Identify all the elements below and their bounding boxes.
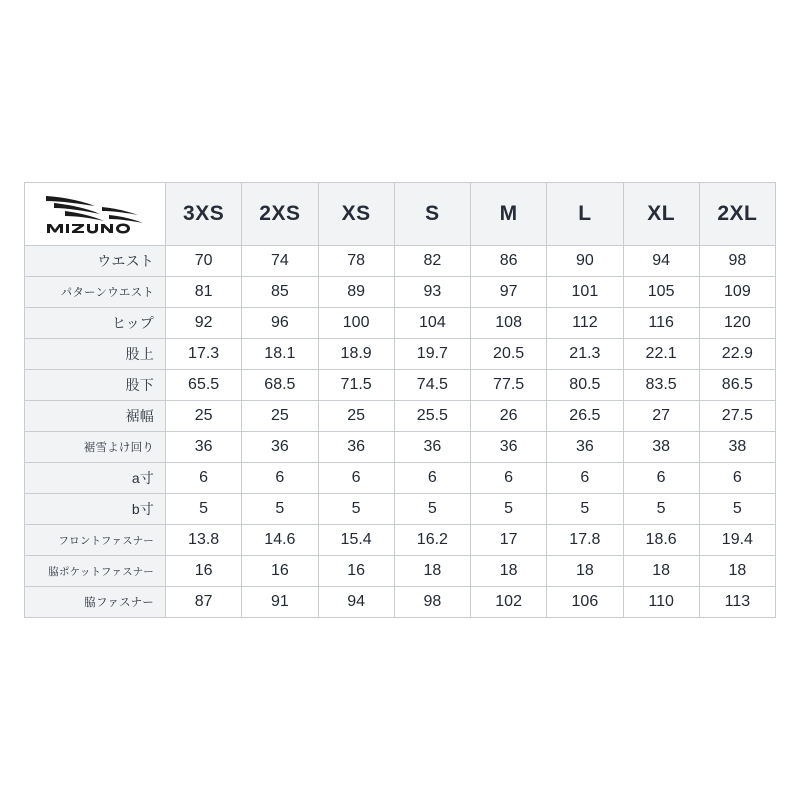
table-cell: 105: [623, 277, 699, 308]
row-label: b寸: [25, 494, 166, 525]
table-cell: 89: [318, 277, 394, 308]
table-cell: 86: [471, 246, 547, 277]
table-cell: 98: [699, 246, 775, 277]
table-cell: 6: [318, 463, 394, 494]
table-cell: 113: [699, 587, 775, 618]
table-cell: 109: [699, 277, 775, 308]
table-cell: 17.8: [547, 525, 623, 556]
table-cell: 93: [394, 277, 470, 308]
table-cell: 17.3: [166, 339, 242, 370]
table-cell: 90: [547, 246, 623, 277]
table-row: [25, 556, 776, 587]
table-cell: 91: [242, 587, 318, 618]
table-cell: 16.2: [394, 525, 470, 556]
row-label: 脇ポケットファスナー: [25, 556, 166, 587]
table-cell: 120: [699, 308, 775, 339]
column-header-s: S: [394, 183, 470, 246]
table-cell: 74.5: [394, 370, 470, 401]
table-cell: 78: [318, 246, 394, 277]
table-cell: 101: [547, 277, 623, 308]
table-cell: 36: [394, 432, 470, 463]
row-label: パターンウエスト: [25, 277, 166, 308]
table-cell: 22.9: [699, 339, 775, 370]
table-cell: 94: [623, 246, 699, 277]
table-header: [25, 183, 776, 246]
table-row: [25, 494, 776, 525]
table-cell: 27: [623, 401, 699, 432]
row-label: 裾雪よけ回り: [25, 432, 166, 463]
table-cell: 26.5: [547, 401, 623, 432]
table-cell: 112: [547, 308, 623, 339]
table-cell: 5: [394, 494, 470, 525]
table-cell: 108: [471, 308, 547, 339]
table-cell: 36: [318, 432, 394, 463]
table-row: [25, 525, 776, 556]
table-cell: 5: [547, 494, 623, 525]
table-cell: 85: [242, 277, 318, 308]
table-cell: 5: [623, 494, 699, 525]
row-label: 股下: [25, 370, 166, 401]
table-cell: 16: [166, 556, 242, 587]
table-cell: 25: [166, 401, 242, 432]
table-cell: 6: [699, 463, 775, 494]
table-row: [25, 401, 776, 432]
row-label: 裾幅: [25, 401, 166, 432]
table-cell: 116: [623, 308, 699, 339]
table-row: [25, 587, 776, 618]
table-cell: 18: [623, 556, 699, 587]
table-cell: 25.5: [394, 401, 470, 432]
table-row: [25, 277, 776, 308]
mizuno-runbird-logo-icon: [25, 183, 165, 245]
table-cell: 97: [471, 277, 547, 308]
table-cell: 68.5: [242, 370, 318, 401]
column-header-m: M: [471, 183, 547, 246]
table-cell: 83.5: [623, 370, 699, 401]
table-cell: 5: [318, 494, 394, 525]
row-label: フロントファスナー: [25, 525, 166, 556]
table-cell: 18: [699, 556, 775, 587]
table-cell: 80.5: [547, 370, 623, 401]
table-cell: 5: [242, 494, 318, 525]
table-row: [25, 432, 776, 463]
table-cell: 21.3: [547, 339, 623, 370]
table-cell: 25: [318, 401, 394, 432]
column-header-xs: XS: [318, 183, 394, 246]
table-cell: 18: [394, 556, 470, 587]
table-cell: 6: [242, 463, 318, 494]
row-label: ヒップ: [25, 308, 166, 339]
table-cell: 5: [699, 494, 775, 525]
table-row: [25, 308, 776, 339]
table-cell: 13.8: [166, 525, 242, 556]
column-header-xl: XL: [623, 183, 699, 246]
table-cell: 36: [547, 432, 623, 463]
table-cell: 100: [318, 308, 394, 339]
table-cell: 26: [471, 401, 547, 432]
table-cell: 20.5: [471, 339, 547, 370]
row-label: ウエスト: [25, 246, 166, 277]
table-cell: 16: [318, 556, 394, 587]
column-header-l: L: [547, 183, 623, 246]
table-cell: 104: [394, 308, 470, 339]
table-cell: 65.5: [166, 370, 242, 401]
table-cell: 106: [547, 587, 623, 618]
table-body: [25, 246, 776, 618]
row-label: 脇ファスナー: [25, 587, 166, 618]
table-cell: 82: [394, 246, 470, 277]
table-cell: 27.5: [699, 401, 775, 432]
table-cell: 18.6: [623, 525, 699, 556]
table-cell: 6: [394, 463, 470, 494]
table-cell: 92: [166, 308, 242, 339]
table-cell: 38: [623, 432, 699, 463]
table-cell: 102: [471, 587, 547, 618]
table-cell: 36: [471, 432, 547, 463]
table-cell: 17: [471, 525, 547, 556]
table-cell: 6: [471, 463, 547, 494]
table-row: [25, 370, 776, 401]
table-header-row: [25, 183, 776, 246]
table-cell: 14.6: [242, 525, 318, 556]
table-cell: 81: [166, 277, 242, 308]
table-cell: 6: [547, 463, 623, 494]
table-cell: 18: [547, 556, 623, 587]
table-cell: 5: [166, 494, 242, 525]
table-cell: 18.1: [242, 339, 318, 370]
brand-logo-cell: [25, 183, 166, 246]
table-cell: 19.4: [699, 525, 775, 556]
table-cell: 25: [242, 401, 318, 432]
table-cell: 5: [471, 494, 547, 525]
table-cell: 16: [242, 556, 318, 587]
table-cell: 18: [471, 556, 547, 587]
table-cell: 6: [623, 463, 699, 494]
table-row: [25, 463, 776, 494]
table-cell: 74: [242, 246, 318, 277]
table-cell: 86.5: [699, 370, 775, 401]
table-cell: 98: [394, 587, 470, 618]
table-cell: 96: [242, 308, 318, 339]
table-cell: 94: [318, 587, 394, 618]
table-cell: 19.7: [394, 339, 470, 370]
table-cell: 87: [166, 587, 242, 618]
column-header-3xs: 3XS: [166, 183, 242, 246]
table-cell: 36: [166, 432, 242, 463]
table-row: [25, 339, 776, 370]
table-cell: 70: [166, 246, 242, 277]
column-header-2xs: 2XS: [242, 183, 318, 246]
table-cell: 15.4: [318, 525, 394, 556]
size-chart-table: [24, 182, 776, 618]
table-cell: 38: [699, 432, 775, 463]
column-header-2xl: 2XL: [699, 183, 775, 246]
table-cell: 36: [242, 432, 318, 463]
table-row: [25, 246, 776, 277]
table-cell: 6: [166, 463, 242, 494]
table-cell: 22.1: [623, 339, 699, 370]
table-cell: 18.9: [318, 339, 394, 370]
table-cell: 110: [623, 587, 699, 618]
row-label: a寸: [25, 463, 166, 494]
table-cell: 77.5: [471, 370, 547, 401]
table-cell: 71.5: [318, 370, 394, 401]
row-label: 股上: [25, 339, 166, 370]
